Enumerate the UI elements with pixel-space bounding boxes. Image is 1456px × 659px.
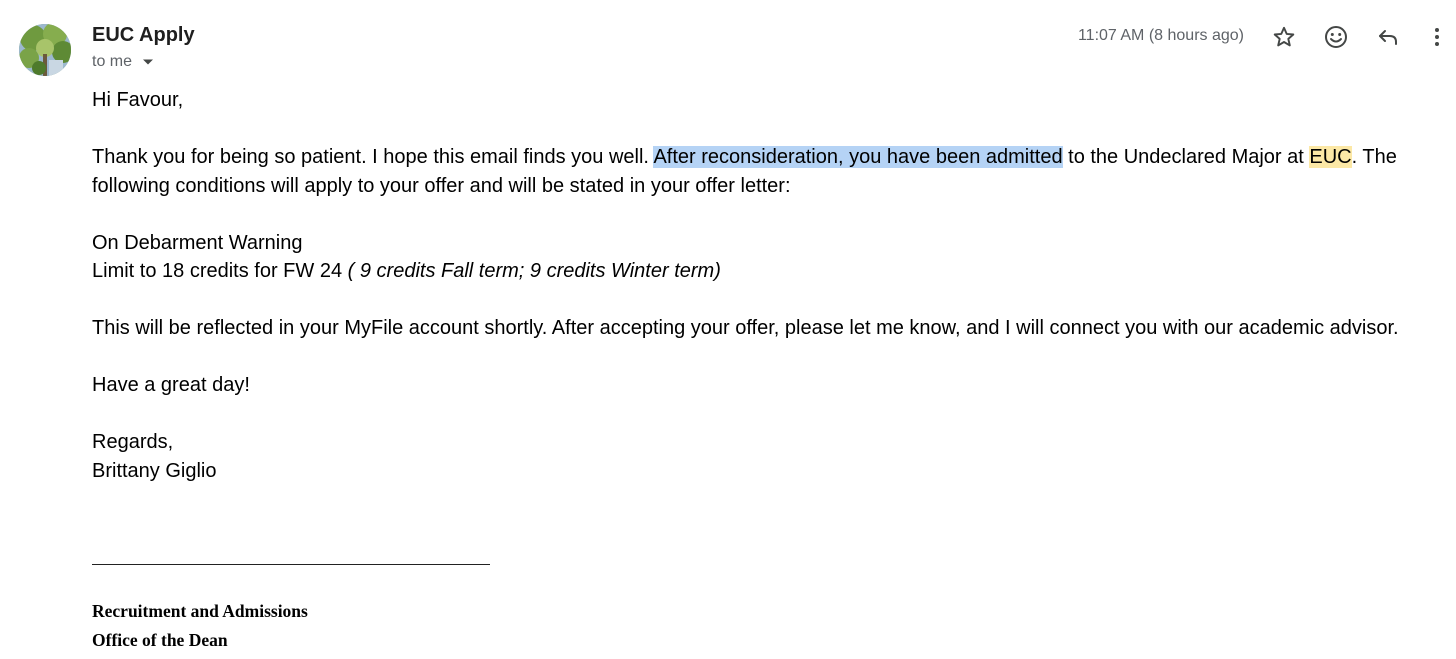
- selected-text: After reconsideration, you have been admitted: [653, 146, 1063, 168]
- admission-text-start: Thank you for being so patient. I hope this email finds you well.: [92, 146, 654, 168]
- signature-department: Recruitment and Admissions: [92, 601, 308, 621]
- signer-name: Brittany Giglio: [92, 459, 217, 482]
- star-button[interactable]: [1269, 22, 1299, 52]
- recipients-label: to me: [92, 53, 133, 71]
- paragraph-gap: [92, 286, 1432, 315]
- avatar-photo-icon: [19, 24, 71, 76]
- signature-office: Office of the Dean: [92, 630, 228, 650]
- add-reaction-button[interactable]: [1321, 22, 1351, 52]
- paragraph-myfile: This will be reflected in your MyFile account shortly. After accepting your offer, please let me know, and I will connect you with our academic advisor.: [92, 317, 1399, 339]
- message-timestamp: 11:07 AM (8 hours ago): [1077, 27, 1244, 44]
- more-options-button[interactable]: [1426, 22, 1448, 52]
- more-vert-icon: [1433, 25, 1441, 49]
- highlighted-text: EUC: [1309, 146, 1352, 168]
- sender-name: EUC Apply: [92, 24, 195, 46]
- sender-avatar[interactable]: [19, 24, 71, 76]
- closing: Have a great day!: [92, 374, 250, 396]
- reply-icon: [1376, 25, 1400, 49]
- signoff: Regards,: [92, 431, 174, 453]
- admission-text-mid: to the Undeclared Major at: [1062, 146, 1310, 168]
- condition-2-note: ( 9 credits Fall term; 9 credits Winter term): [347, 260, 721, 282]
- paragraph-gap: [92, 343, 1432, 372]
- message-body[interactable]: [92, 86, 1432, 485]
- condition-2-text: Limit to 18 credits for FW 24: [92, 260, 348, 282]
- emoji-icon: [1323, 24, 1349, 50]
- signature-divider: [92, 564, 490, 565]
- paragraph-gap: [92, 115, 1432, 144]
- paragraph-gap: [92, 200, 1432, 229]
- admission-text-end: . The following conditions will apply to your offer and will be stated in your offer letter:: [92, 146, 1397, 197]
- paragraph-gap: [92, 400, 1432, 429]
- condition-2: [92, 257, 1432, 286]
- reply-button[interactable]: [1373, 22, 1403, 52]
- star-icon: [1272, 25, 1296, 49]
- recipients-toggle[interactable]: [92, 53, 154, 71]
- paragraph-admission: [92, 143, 1432, 200]
- condition-1: On Debarment Warning: [92, 231, 303, 254]
- caret-down-icon[interactable]: [142, 53, 154, 71]
- greeting: Hi Favour,: [92, 89, 184, 111]
